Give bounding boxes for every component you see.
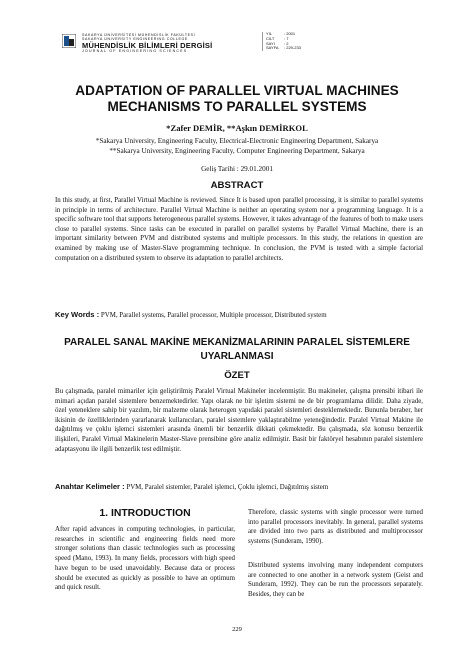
intro-column-left: After rapid advances in computing technologies, in particular, researches in scientific and engineering fields need more stronger solutions than classic technologies such as processing speed (Mano, 1993). In many fields, processors with high speed have begun to be used unavoidably. Because data or process should be executed as quickly as possible to have an optimum and quick result. — [55, 526, 235, 592]
intro-column-right-para1: Therefore, classic systems with single processor were turned into parallel processors inevitably. In general, parallel systems are divided into two parts as distributed and multiprocessor systems (Sunderam, 1990). — [248, 509, 423, 546]
keywords-text: PVM, Parallel systems, Parallel processor, Multiple processor, Distributed system — [99, 312, 327, 319]
introduction-heading: 1. INTRODUCTION — [99, 508, 191, 519]
meta-year: YIL : 2001 — [266, 31, 296, 36]
issue-metadata — [262, 32, 326, 51]
ozet-heading: ÖZET — [224, 370, 250, 381]
affiliation-2: **Sakarya University, Engineering Faculty, Computer Engineering Department, Sakarya — [109, 146, 365, 155]
paper-authors: *Zafer DEMİR, **Aşkın DEMİRKOL — [166, 123, 308, 133]
anahtar-kelimeler — [55, 482, 423, 491]
abstract-heading: ABSTRACT — [210, 180, 264, 191]
turkish-title: PARALEL SANAL MAKİNE MEKANİZMALARININ PARALEL SİSTEMLERE UYARLANMASI — [64, 337, 410, 362]
journal-masthead — [62, 32, 262, 66]
journal-title-en: JOURNAL OF ENGINEERING SCIENCES — [82, 49, 188, 53]
affiliation-1: *Sakarya University, Engineering Faculty, Electrical-Electronic Engineering Department, Sakarya — [95, 137, 379, 145]
abstract-text: In this study, at first, Parallel Virtual Machine is reviewed. Since It is based upon parallel processing, it is similar to parallel systems in principle in terms of architecture. Parallel Virtual Machine is neither an operating system nor a programming language. It is a specific software tool that supports heterogeneous parallel systems. However, it takes advantage of the features of both to make users close to parallel systems. Since tasks can be executed in parallel on parallel systems by Parallel Virtual Machine, there is an important similarity between PVM and distributed systems and multiple processors. In this study, the relations in question are examined by making use of Master-Slave programming technique. In conclusion, the PVM is tested with a simple factorial computation on a distributed system to observe its adaptation to parallel architects. — [55, 197, 423, 262]
page-number: 229 — [232, 626, 242, 633]
author-affiliations — [0, 137, 474, 156]
journal-title: MÜHENDİSLİK BİLİMLERİ DERGİSİ — [82, 41, 213, 50]
ozet-text: Bu çalışmada, paralel mimariler için geliştirilmiş Paralel Virtual Makineler incelenmiştir. Bu makineler, çalışma prensibi itibari ile mimari açıdan paralel sistemlere benzemektedirler. Yapı olarak ne bir işletim sistemi ne de bir programlama dilidir. Daha ziyade, özel yeteneklere sahip bir yazılım, bir malzeme olarak heterogen yapıdaki paralel sistemleri desteklemektedir. Bununla beraber, her ikisinin de özelliklerinden yararlanarak kullanıcıları, paralel sistemlere yaklaştırabilme yeteneğindedir. Paralel Virtual Makine ile dağıtılmış ve çoklu işlemci sistemleri arasında önemli bir benzerlik dikkati çekmektedir. Bu çalışmada, söz konusu benzerlik ilişkileri, Paralel Virtual Makinelerin Master-Slave prensibine göre analiz edilmiştir. Basit bir faktöryel hesabının paralel sistemlere adaptasyonu ile ilgili benzerlik test edilmiştir. — [55, 388, 423, 453]
university-name-en: SAKARYA UNIVERSITY ENGINEERING COLLEGE — [82, 37, 188, 41]
journal-logo-icon — [62, 34, 76, 48]
meta-issue: SAYI : 2 — [266, 40, 289, 46]
meta-pages: SAYFA : 229-233 — [266, 45, 301, 51]
received-date: Geliş Tarihi : 29.01.2001 — [201, 165, 273, 173]
intro-column-right-para2: Distributed systems involving many independent computers are connected to one another in a network system (Geist and Sunderam, 1992). They can be run the processors separately. Besides, they can be — [248, 562, 423, 599]
paper-title: ADAPTATION OF PARALLEL VIRTUAL MACHINES MECHANISMS TO PARALLEL SYSTEMS — [75, 83, 399, 114]
anahtar-kelimeler-label: Anahtar Kelimeler : — [55, 482, 125, 491]
keywords-label: Key Words : — [55, 310, 100, 319]
keywords — [55, 310, 423, 319]
university-name-tr: SAKARYA ÜNİVERSİTESİ MÜHENDİSLİK FAKÜLTESİ — [82, 33, 196, 37]
anahtar-kelimeler-text: PVM, Paralel sistemler, Paralel işlemci, Çoklu işlemci, Dağıtılmış sistem — [124, 484, 329, 491]
meta-volume: CİLT : 7 — [266, 35, 289, 41]
